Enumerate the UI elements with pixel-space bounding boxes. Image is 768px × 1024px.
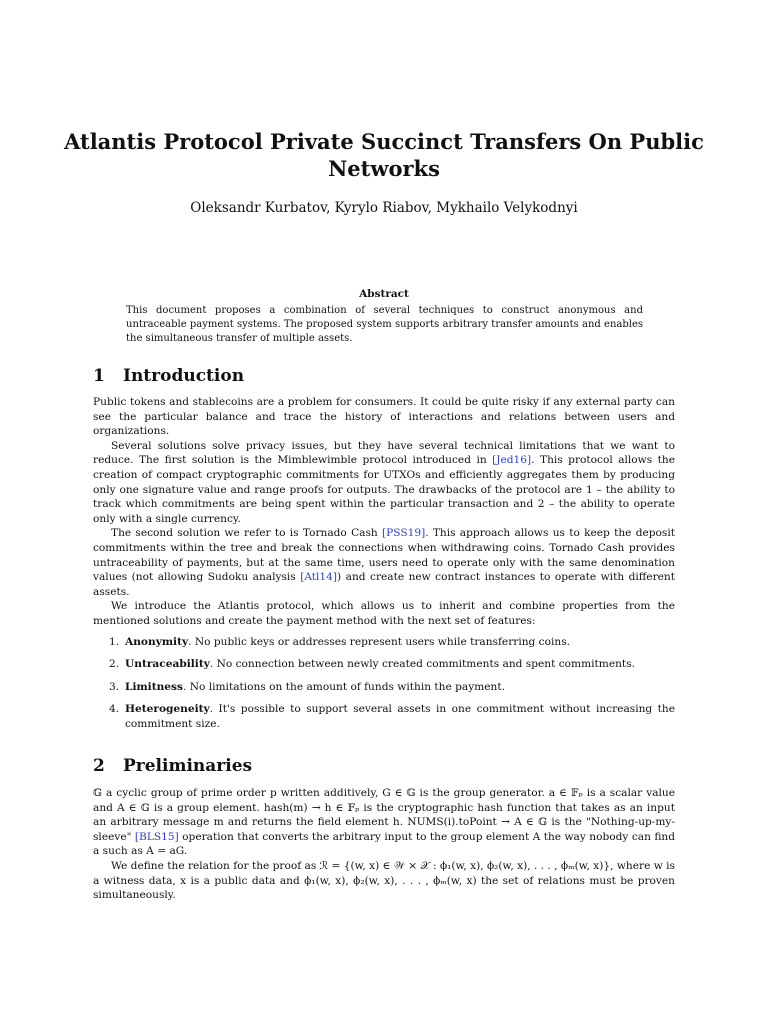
feature-list: [93, 635, 675, 732]
paper-authors: Oleksandr Kurbatov, Kyrylo Riabov, Mykhailo Velykodnyi: [190, 200, 578, 216]
paragraph-text: . This approach allows us to keep the deposit commitments within the tree and break the connections when withdrawing coins. Tornado Cash provides untraceability of payments, but at the same time, users need to operate only with the same denomination values (not allowing Sudoku analysis: [93, 527, 675, 584]
section-title: Preliminaries: [123, 756, 253, 776]
paragraph: [93, 439, 675, 527]
feature-text: . It's possible to support several assets in one commitment without increasing the commitment size.: [125, 703, 675, 730]
abstract-heading: Abstract: [359, 288, 409, 300]
list-item: [93, 702, 675, 731]
paragraph: We define the relation for the proof as ℛ = {(w, x) ∈ 𝒲 × 𝒳 : ϕ₁(w, x), ϕ₂(w, x), . . . , ϕₘ(w, x)}, where w is a witness data, x is a public data and ϕ₁(w, x), ϕ₂(w, x), . . . , ϕₘ(w, x) the set of relations must be proven simultaneously.: [93, 859, 675, 902]
section-number: 2: [93, 756, 105, 776]
feature-text: . No connection between newly created commitments and spent commitments.: [209, 658, 635, 671]
paragraph-text: . This protocol allows the creation of compact cryptographic commitments for UTXOs and efficiently aggregates them by producing only one signature value and range proofs for outputs. The drawbacks of the protocol are 1 – the ability to track which commitments are being spent within the particular transaction and 2 – the ability to operate only with a single currency.: [93, 454, 675, 525]
abstract-text: This document proposes a combination of several techniques to construct anonymous and untraceable payment systems. The proposed system supports arbitrary transfer amounts and enables the simultaneous transfer of multiple assets.: [126, 305, 643, 344]
citation-link-jed16[interactable]: [Jed16]: [492, 454, 532, 467]
feature-term: Anonymity: [125, 635, 189, 648]
section-body-preliminaries: [93, 786, 675, 903]
paragraph-text: Several solutions solve privacy issues, but they have several technical limitations that we want to reduce. The first solution is the Mimblewimble protocol introduced in: [93, 439, 675, 467]
list-item: [93, 635, 675, 650]
section-body-introduction: [93, 395, 675, 739]
feature-text: . No limitations on the amount of funds within the payment.: [182, 680, 505, 693]
section-heading-preliminaries: [93, 755, 683, 777]
list-index: 3.: [109, 680, 120, 693]
feature-text: . No public keys or addresses represent users while transferring coins.: [188, 635, 571, 648]
paragraph: [93, 526, 675, 599]
feature-term: Limitness: [125, 680, 183, 693]
paragraph-text: operation that converts the arbitrary input to the group element A the way nobody can find a such as A = aG.: [93, 830, 675, 858]
paragraph-text: ) and create new contract instances to operate with different assets.: [93, 571, 675, 598]
paragraph: [93, 786, 675, 859]
citation-link-pss19[interactable]: [PSS19]: [382, 527, 426, 540]
list-index: 2.: [109, 658, 120, 671]
section-title: Introduction: [123, 366, 245, 386]
paragraph: Public tokens and stablecoins are a problem for consumers. It could be quite risky if any external party can see the particular balance and trace the history of interactions and relations between users and organizations.: [93, 396, 675, 438]
section-heading-introduction: [93, 365, 683, 387]
list-item: [93, 657, 675, 672]
list-item: [93, 680, 675, 695]
list-index: 4.: [109, 703, 120, 716]
list-index: 1.: [109, 635, 120, 648]
paragraph: We introduce the Atlantis protocol, which allows us to inherit and combine properties from the mentioned solutions and create the payment method with the next set of features:: [93, 600, 675, 627]
section-number: 1: [93, 366, 105, 386]
paper-title: Atlantis Protocol Private Succinct Transfers On Public Networks: [64, 129, 704, 181]
citation-link-atl14[interactable]: [Atl14]: [300, 571, 338, 584]
paragraph-text: 𝔾 a cyclic group of prime order p written additively, G ∈ 𝔾 is the group generator. a ∈ 𝔽ₚ is a scalar value and A ∈ 𝔾 is a group element. hash(m) → h ∈ 𝔽ₚ is the cryptographic hash function that takes as an input an arbitrary message m and returns the field element h. NUMS(i).toPoint → A ∈ 𝔾 is the "Nothing-up-my-sleeve": [93, 787, 675, 843]
feature-term: Heterogeneity: [125, 703, 210, 716]
feature-term: Untraceability: [125, 658, 210, 671]
paragraph-text: The second solution we refer to is Tornado Cash: [111, 527, 383, 540]
citation-link-bls15[interactable]: [BLS15]: [134, 830, 179, 843]
